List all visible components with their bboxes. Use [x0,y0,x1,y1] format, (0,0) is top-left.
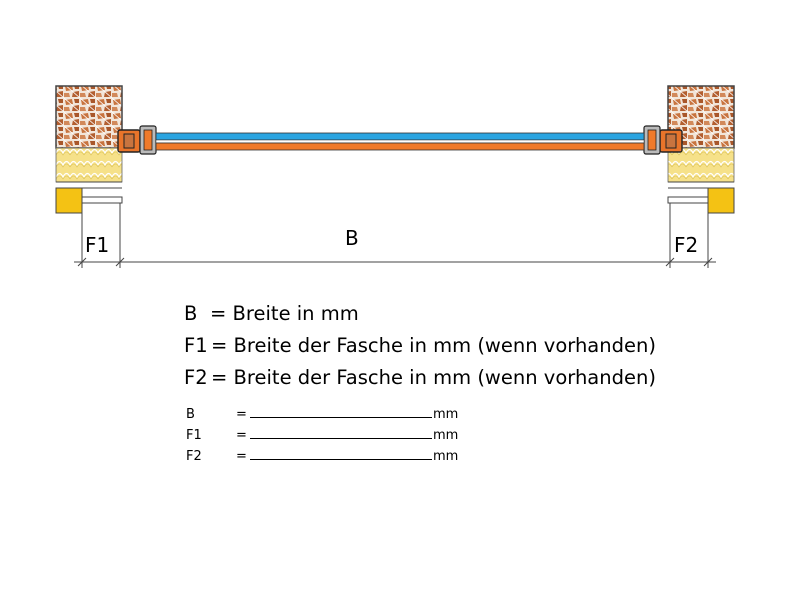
right-window-frame [644,126,682,154]
form-equals: = [236,428,247,443]
right-insulation-layer [668,148,734,182]
legend-symbol: B [184,302,198,325]
form-blank-f2[interactable] [250,446,432,460]
legend-row-b [184,298,656,330]
form-blank-b[interactable] [250,404,432,418]
form-unit: mm [433,428,459,443]
glass-pane-orange [156,143,644,150]
form-unit: mm [433,449,459,464]
form-unit: mm [433,407,459,422]
form-equals: = [236,407,247,422]
form-symbol: B [186,407,195,422]
left-wall [56,86,122,213]
legend [184,298,656,394]
legend-symbol: F1 [184,334,208,357]
form-equals: = [236,449,247,464]
form-symbol: F1 [186,428,202,443]
left-brick-layer [56,86,122,148]
legend-text: = Breite der Fasche in mm (wenn vorhanden) [211,334,656,357]
legend-symbol: F2 [184,366,208,389]
legend-text: = Breite der Fasche in mm (wenn vorhanden) [211,366,656,389]
dimension-label-f2: F2 [674,233,699,257]
left-insulation-layer [56,148,122,182]
legend-row-f1 [184,330,656,362]
form-row-f2 [186,446,458,467]
measurement-form [186,404,458,467]
left-window-frame [118,126,156,154]
form-blank-f1[interactable] [250,425,432,439]
legend-row-f2 [184,362,656,394]
left-plaster-layer [56,188,82,213]
glass-pane-blue [156,133,644,140]
dimension-label-f1: F1 [85,233,110,257]
form-symbol: F2 [186,449,202,464]
dimension-lines [74,203,716,268]
glass-panes [156,133,644,150]
legend-text: = Breite in mm [210,302,359,325]
form-row-b [186,404,458,425]
form-row-f1 [186,425,458,446]
dimension-label-b: B [345,226,359,250]
right-plaster-layer [708,188,734,213]
